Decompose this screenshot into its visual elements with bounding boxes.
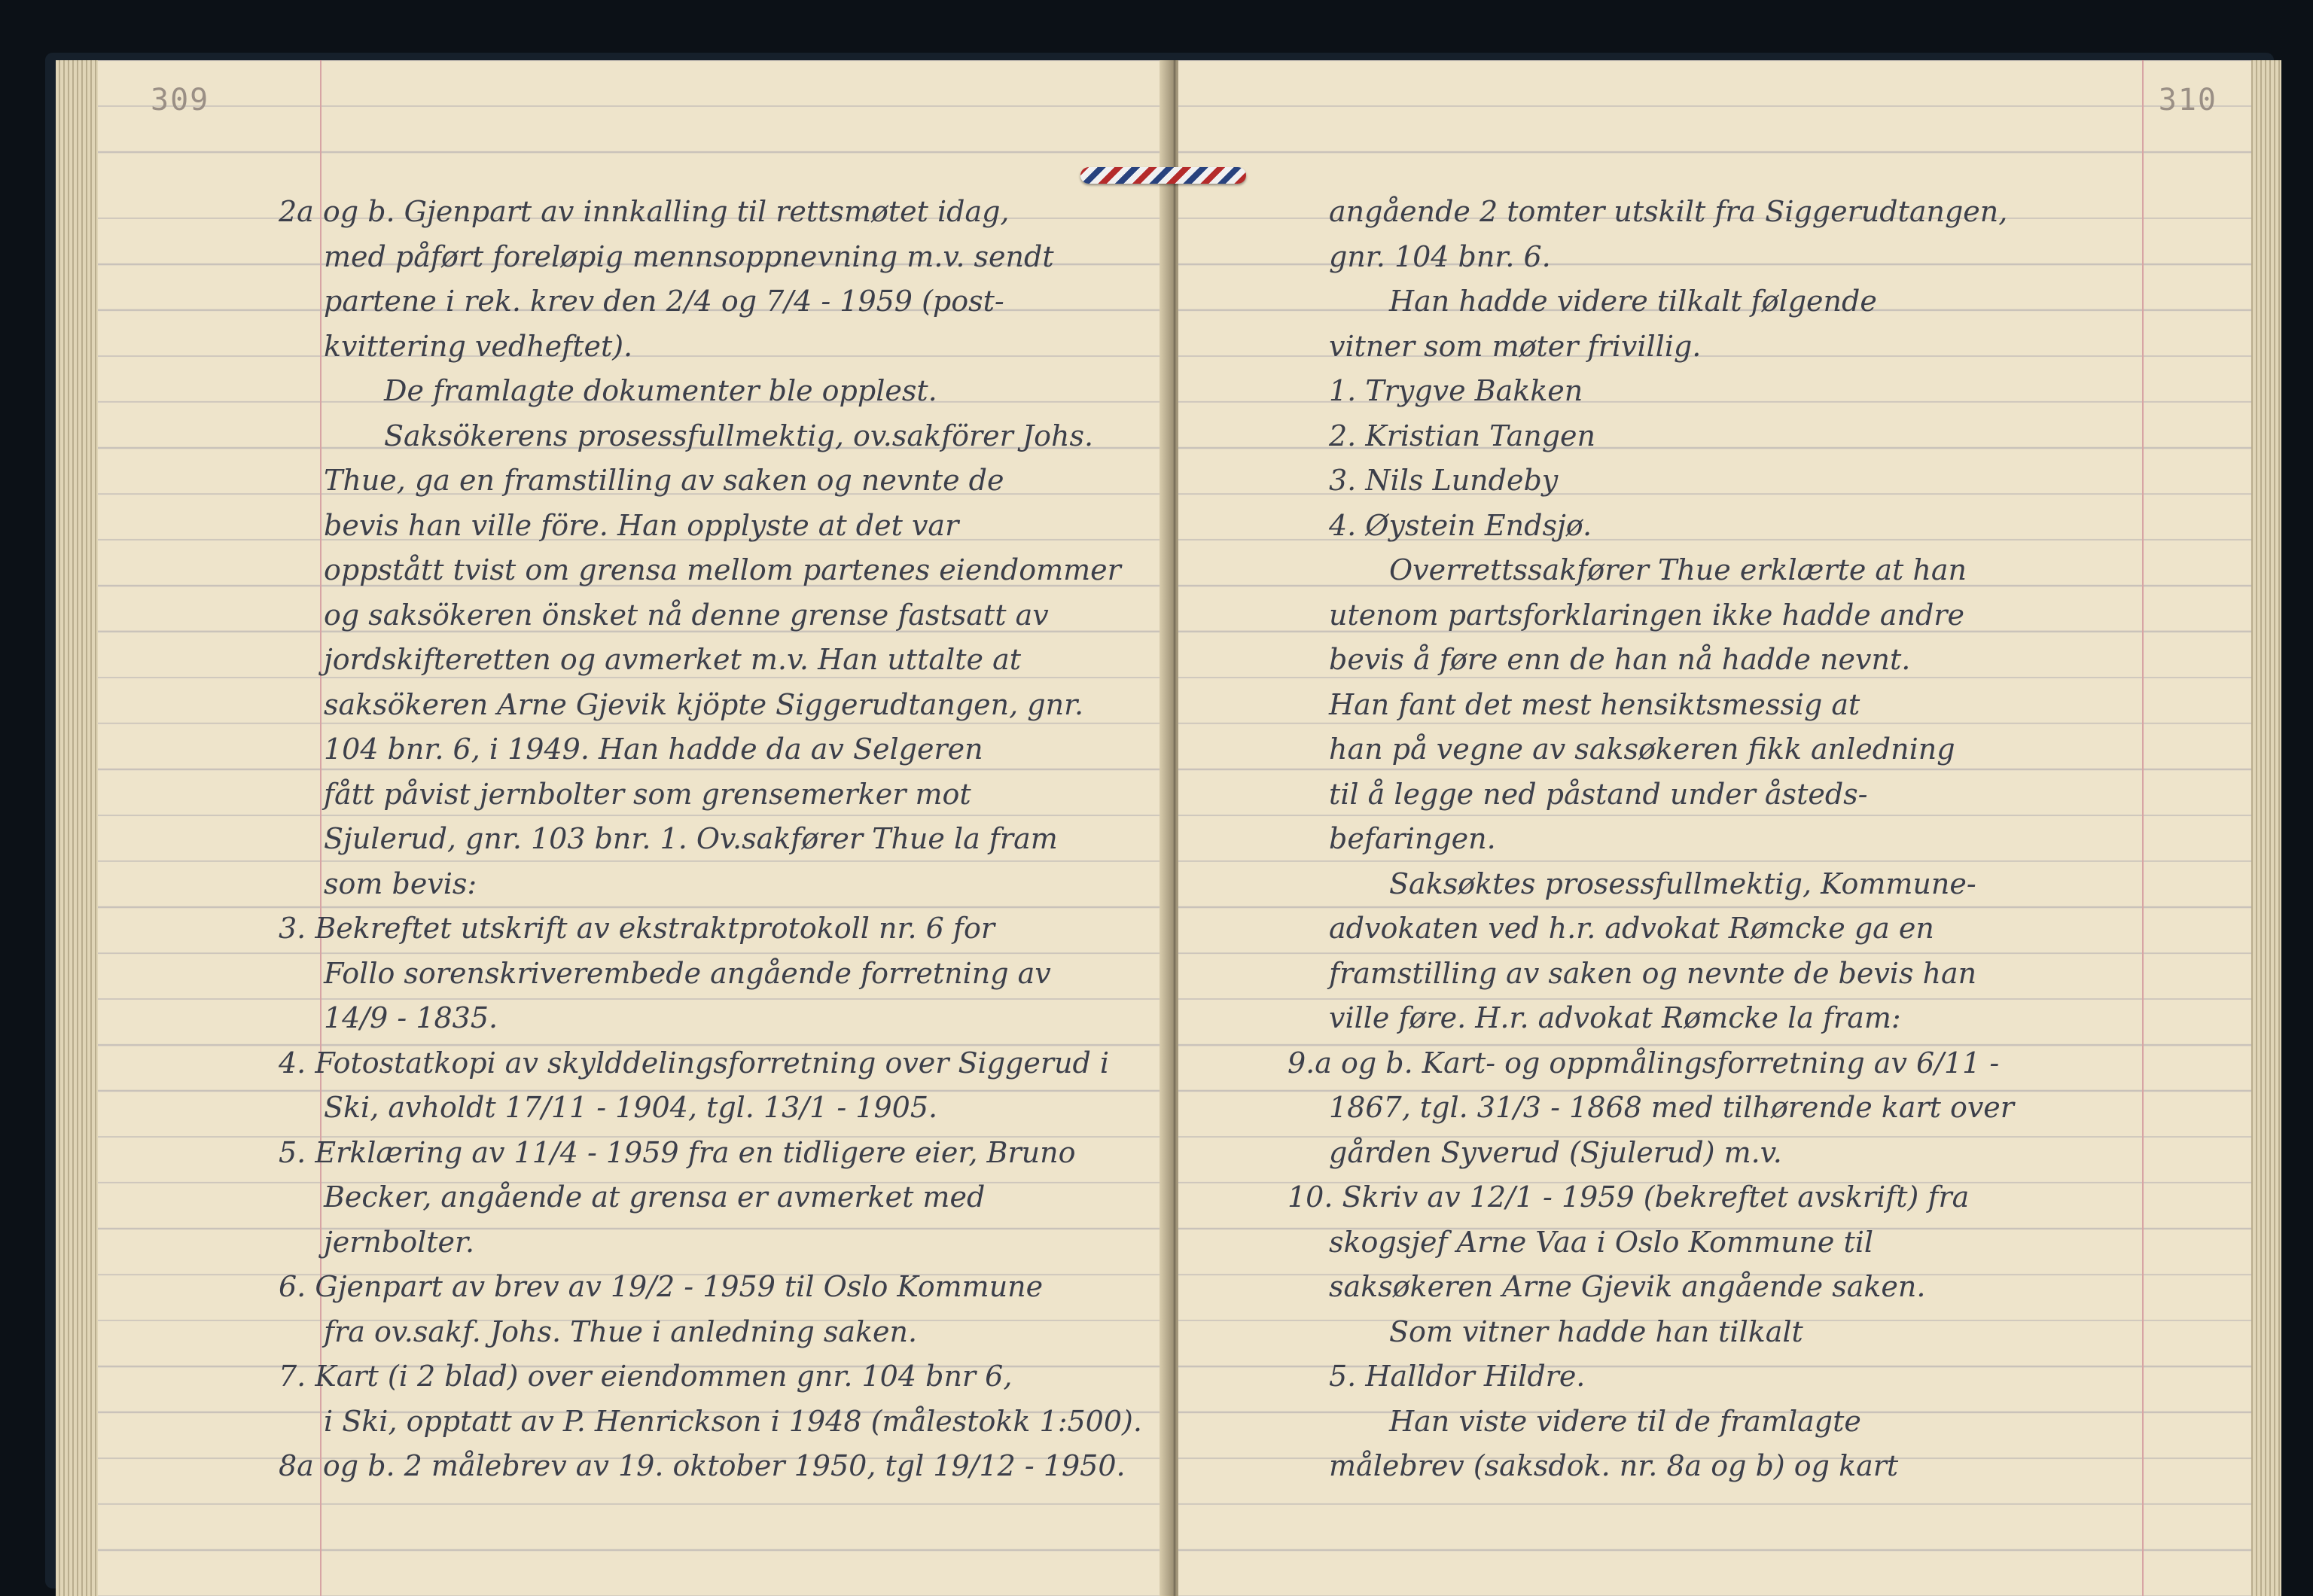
handwritten-line: vitner som møter frivillig. xyxy=(1329,329,1702,363)
bookmark-ribbon xyxy=(1080,167,1246,184)
handwritten-line: kvittering vedheftet). xyxy=(324,329,633,363)
handwritten-line: framstilling av saken og nevnte de bevis han xyxy=(1329,956,1977,990)
handwritten-line: befaringen. xyxy=(1329,822,1496,855)
handwritten-line: Saksøktes prosessfullmektig, Kommune- xyxy=(1389,867,1976,900)
handwritten-line: 4. Øystein Endsjø. xyxy=(1329,508,1592,542)
handwritten-line: jernbolter. xyxy=(324,1225,475,1259)
handwritten-line: 10. Skriv av 12/1 - 1959 (bekreftet avskrift) fra xyxy=(1288,1180,1970,1214)
handwritten-line: jordskifteretten og avmerket m.v. Han uttalte at xyxy=(324,643,1022,676)
handwritten-line: til å legge ned påstand under åsteds- xyxy=(1329,777,1868,811)
handwritten-line: Ski, avholdt 17/11 - 1904, tgl. 13/1 - 1905. xyxy=(324,1091,938,1124)
handwritten-line: i Ski, opptatt av P. Henrickson i 1948 (målestokk 1:500). xyxy=(324,1404,1142,1438)
handwritten-line: fått påvist jernbolter som grensemerker mot xyxy=(324,777,971,811)
handwritten-line: 6. Gjenpart av brev av 19/2 - 1959 til Oslo Kommune xyxy=(279,1270,1044,1303)
handwritten-line: 8a og b. 2 målebrev av 19. oktober 1950, tgl 19/12 - 1950. xyxy=(279,1449,1126,1482)
handwritten-line: bevis han ville före. Han opplyste at det var xyxy=(324,508,959,542)
handwritten-line: 9.a og b. Kart- og oppmålingsforretning av 6/11 - xyxy=(1288,1046,2000,1080)
handwritten-line: saksökeren Arne Gjevik kjöpte Siggerudtangen, gnr. xyxy=(324,687,1084,721)
handwritten-line: Saksökerens prosessfullmektig, ov.sakförer Johs. xyxy=(384,419,1094,452)
handwritten-line: bevis å føre enn de han nå hadde nevnt. xyxy=(1329,643,1911,676)
handwritten-line: oppstått tvist om grensa mellom partenes eiendommer xyxy=(324,553,1121,586)
handwritten-line: skogsjef Arne Vaa i Oslo Kommune til xyxy=(1329,1225,1874,1259)
handwritten-line: ville føre. H.r. advokat Rømcke la fram: xyxy=(1329,1001,1901,1034)
handwritten-line: Han viste videre til de framlagte xyxy=(1389,1404,1861,1438)
handwritten-line: Som vitner hadde han tilkalt xyxy=(1389,1314,1803,1348)
handwritten-line: han på vegne av saksøkeren fikk anledning xyxy=(1329,733,1955,766)
handwritten-line: advokaten ved h.r. advokat Rømcke ga en xyxy=(1329,912,1934,945)
handwritten-line: angående 2 tomter utskilt fra Siggerudtangen, xyxy=(1329,195,2008,228)
handwritten-line: 1867, tgl. 31/3 - 1868 med tilhørende kart over xyxy=(1329,1091,2014,1124)
handwritten-line: gnr. 104 bnr. 6. xyxy=(1329,239,1551,273)
page-edges-right xyxy=(2251,60,2281,1596)
handwritten-line: 5. Erklæring av 11/4 - 1959 fra en tidligere eier, Bruno xyxy=(279,1135,1076,1169)
handwritten-line: 7. Kart (i 2 blad) over eiendommen gnr. 104 bnr 6, xyxy=(279,1360,1013,1393)
handwritten-line: 3. Nils Lundeby xyxy=(1329,464,1559,497)
handwritten-line: partene i rek. krev den 2/4 og 7/4 - 1959 (post- xyxy=(324,285,1004,318)
handwritten-line: Han hadde videre tilkalt følgende xyxy=(1389,285,1877,318)
handwritten-line: saksøkeren Arne Gjevik angående saken. xyxy=(1329,1270,1926,1303)
handwritten-line: 1. Trygve Bakken xyxy=(1329,374,1583,407)
handwritten-line: Becker, angående at grensa er avmerket med xyxy=(324,1180,986,1214)
handwritten-line: 3. Bekreftet utskrift av ekstraktprotokoll nr. 6 for xyxy=(279,912,995,945)
left-page-number: 309 xyxy=(151,83,210,117)
handwritten-line: og saksökeren önsket nå denne grense fastsatt av xyxy=(324,598,1049,632)
handwritten-line: 5. Halldor Hildre. xyxy=(1329,1360,1586,1393)
handwritten-line: Sjulerud, gnr. 103 bnr. 1. Ov.sakfører Thue la fram xyxy=(324,822,1058,855)
handwritten-line: 4. Fotostatkopi av skylddelingsforretning over Siggerud i xyxy=(279,1046,1110,1080)
handwritten-line: Follo sorenskriverembede angående forretning av xyxy=(324,956,1051,990)
right-page-number: 310 xyxy=(2158,83,2217,117)
right-page xyxy=(1178,60,2251,1596)
handwritten-line: målebrev (saksdok. nr. 8a og b) og kart xyxy=(1329,1449,1899,1482)
handwritten-line: gården Syverud (Sjulerud) m.v. xyxy=(1329,1135,1782,1169)
handwritten-line: med påført foreløpig mennsoppnevning m.v. sendt xyxy=(324,239,1054,273)
handwritten-line: som bevis: xyxy=(324,867,477,900)
handwritten-line: 2. Kristian Tangen xyxy=(1329,419,1595,452)
handwritten-line: 14/9 - 1835. xyxy=(324,1001,498,1034)
handwritten-line: De framlagte dokumenter ble opplest. xyxy=(384,374,937,407)
handwritten-line: 104 bnr. 6, i 1949. Han hadde da av Selgeren xyxy=(324,733,983,766)
handwritten-line: 2a og b. Gjenpart av innkalling til rettsmøtet idag, xyxy=(279,195,1010,228)
left-page xyxy=(98,60,1171,1596)
handwritten-line: Thue, ga en framstilling av saken og nevnte de xyxy=(324,464,1004,497)
handwritten-line: utenom partsforklaringen ikke hadde andre xyxy=(1329,598,1964,632)
right-margin-line xyxy=(2142,60,2144,1596)
handwritten-line: Overrettssakfører Thue erklærte at han xyxy=(1389,553,1967,586)
handwritten-line: fra ov.sakf. Johs. Thue i anledning saken. xyxy=(324,1314,918,1348)
handwritten-line: Han fant det mest hensiktsmessig at xyxy=(1329,687,1860,721)
page-edges-left xyxy=(56,60,101,1596)
